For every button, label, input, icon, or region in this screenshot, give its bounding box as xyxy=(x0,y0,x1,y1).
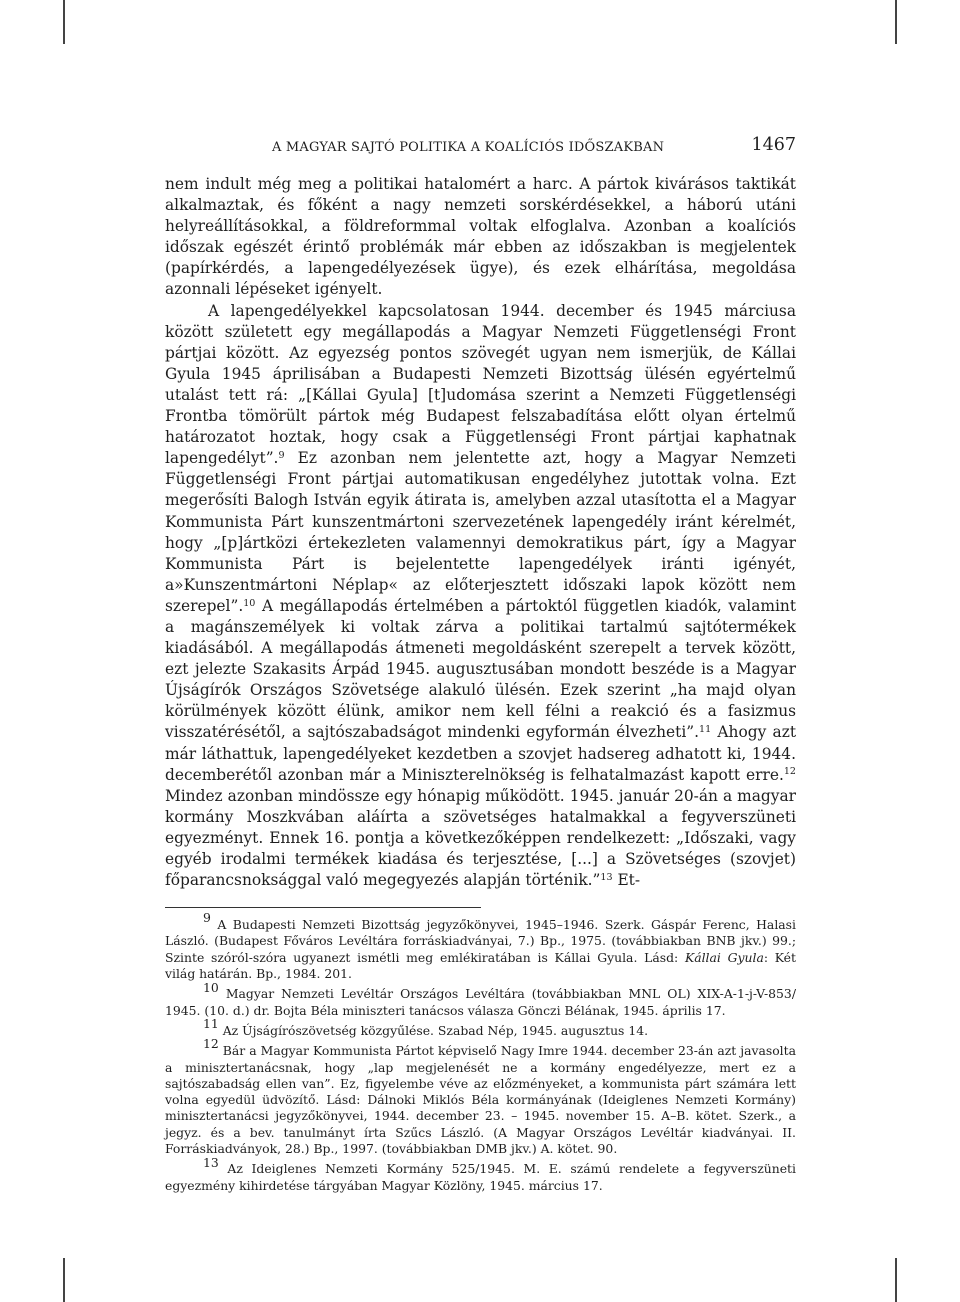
footnote-text: Magyar Nemzeti Levéltár Országos Levéltára (továbbiakban MNL OL) XIX-A-1-j-V-853/ 1945. (10. d.) dr. Bojta Béla miniszteri tanácsos válasza Gönczi Bélának, 1945. április 17. xyxy=(165,986,796,1018)
footnote-text: Az Ideiglenes Nemzeti Kormány 525/1945. M. E. számú rendelete a fegyverszüneti egyezmény kihirdetése tárgyában Magyar Közlöny, 1945. március 17. xyxy=(165,1161,796,1193)
footnote-10 xyxy=(165,979,796,1019)
crop-mark-bottom-left xyxy=(63,1258,65,1302)
crop-mark-bottom-right xyxy=(895,1258,897,1302)
paragraph-2-part-c: A megállapodás értelmében a pártoktól független kiadók, valamint a magánszemélyek ki voltak zárva a politikai tartalmú sajtótermékek kiadásából. A megállapodás átmeneti megoldásként szerepelt a tervek között, ezt jelezte Szakasits Árpád 1945. augusztusában mondott beszéde is a Magyar Újságírók Országos Szövetsége alakuló ülésén. Ezek szerint „ha majd olyan körülmények között élünk, amikor nem kell félni a reakció és a fasizmus visszatérésétől, a sajtószabadságot mindenki egyformán élvezheti”. xyxy=(165,596,796,742)
footnotes xyxy=(165,910,796,1194)
footnote-text: Bár a Magyar Kommunista Pártot képviselő Nagy Imre 1944. december 23-án azt javasolta a minisztertanácsnak, hogy „lap megjelenését ne a kormány engedélyezze, mert ez a sajtószabadság ellen van”. Ez, figyelembe véve az előzményeket, a kommunista párt számára lett volna egyedül üdvözítő. Lásd: Dálnoki Miklós Béla kormányának (Ideiglenes Nemzeti Kormány) minisztertanácsi jegyzőkönyvei, 1944. december 23. – 1945. november 15. A–B. kötet. Szerk., a jegyz. és a bev. tanulmányt írta Szűcs László. (A Magyar Országos Levéltár kiadványai. II. Forráskiadványok, 28.) Bp., 1997. (továbbiakban DMB jkv.) A. kötet. 90. xyxy=(165,1043,796,1157)
footnote-number: 13 xyxy=(203,1154,219,1170)
paragraph-2-part-e: Mindez azonban mindössze egy hónapig működött. 1945. január 20-án a magyar kormány Moszkvában aláírta a szövetséges hatalmakkal a fegyverszüneti egyezményt. Ennek 16. pontja a következőképpen rendelkezett: „Időszaki, vagy egyéb irodalmi termékek kiadása és terjesztése, [...] a Szövetséges (szovjet) főparancsnoksággal való megegyezés alapján történik.” xyxy=(165,786,796,890)
footnote-number: 11 xyxy=(203,1016,219,1032)
book-page xyxy=(165,132,796,1198)
footnote-text: A Budapesti Nemzeti Bizottság jegyzőkönyvei, 1945–1946. Szerk. Gáspár Ferenc, Halasi László. (Budapest Főváros Levéltára forráskiadványai, 7.) Bp., 1975. (továbbiakban BNB jkv.) 99.; Szinte szóról-szóra ugyanezt ismétli meg emlékiratában is Kállai Gyula. Lásd: xyxy=(165,917,796,965)
page-number: 1467 xyxy=(751,135,796,155)
main-text xyxy=(165,174,796,891)
footnote-text: Az Újságírószövetség közgyűlése. Szabad Nép, 1945. augusztus 14. xyxy=(218,1022,649,1038)
footnote-9 xyxy=(165,910,796,982)
paragraph-2-part-a: A lapengedélyekkel kapcsolatosan 1944. december és 1945 márciusa között született egy megállapodás a Magyar Nemzeti Függetlenségi Front pártjai között. Az egyezség pontos szövegét ugyan nem ismerjük, de Kállai Gyula 1945 áprilisában a Budapesti Nemzeti Bizottság ülésén egyértelmű utalást tett rá: „[Kállai Gyula] [t]udomása szerint a Nemzeti Függetlenségi Frontba tömörült pártok még Budapest felszabadítása előtt olyan értelmű határozatot hoztak, hogy csak a Függetlenségi Front pártjai kaphatnak lapengedélyt”. xyxy=(165,301,796,468)
crop-mark-top-right xyxy=(895,0,897,44)
footnote-ref-9[interactable]: 9 xyxy=(278,449,285,461)
running-header xyxy=(165,132,796,164)
footnote-12 xyxy=(165,1036,796,1157)
footnote-divider xyxy=(165,907,481,908)
footnote-number: 10 xyxy=(203,979,219,995)
paragraph-2-part-d: Ahogy azt már láthattuk, lapengedélyeket kezdetben a szovjet hadsereg adhatott ki, 1944. decemberétől azonban már a Miniszterelnökség is felhatalmazást kapott erre. xyxy=(165,723,796,784)
footnote-number: 9 xyxy=(203,910,211,926)
footnote-13 xyxy=(165,1154,796,1194)
running-title: A MAGYAR SAJTÓ POLITIKA A KOALÍCIÓS IDŐSZAKBAN xyxy=(272,140,665,155)
paragraph-1: nem indult még meg a politikai hatalomért a harc. A pártok kivárásos taktikát alkalmaztak, és főként a nagy nemzeti sorskérdésekkel, a háború utáni helyreállításokkal, a földreformmal voltak elfoglalva. Azonban a koalíciós időszak egészét érintő problémák már ebben az időszakban is megjelentek (papírkérdés, a lapengedélyezések ügye), és ezek elhárítása, megoldása azonnali lépéseket igényelt. xyxy=(165,175,796,299)
paragraph-2-part-b: Ez azonban nem jelentette azt, hogy a Magyar Nemzeti Függetlenségi Front pártjai automatikusan engedélyhez jutottak volna. Ezt megerősíti Balogh István egyik átirata is, amelyben azzal utasította el a Magyar Kommunista Párt kunszentmártoni szervezetének lapengedély iránt kérelmét, hogy „[p]ártközi értekezleten valamennyi demokratikus párt, így a Magyar Kommunista Párt is bejelentette lapengedélyek iránti igényét, a»Kunszentmártoni Néplap« az előterjesztett időszaki lapok között nem szerepel”. xyxy=(165,449,796,615)
footnote-text: : Két világ határán. Bp., 1984. 201. xyxy=(165,949,796,982)
footnote-number: 12 xyxy=(203,1036,219,1052)
footnote-ref-12[interactable]: 12 xyxy=(783,766,796,778)
crop-mark-top-left xyxy=(63,0,65,44)
footnote-11 xyxy=(165,1016,796,1039)
footnote-ref-13[interactable]: 13 xyxy=(600,871,613,883)
footnote-italic-text: Kállai Gyula xyxy=(684,949,764,965)
paragraph-2-part-f: Et- xyxy=(612,871,641,890)
footnote-ref-11[interactable]: 11 xyxy=(699,724,712,736)
footnote-ref-10[interactable]: 10 xyxy=(243,597,256,609)
paragraph-2 xyxy=(165,301,796,892)
